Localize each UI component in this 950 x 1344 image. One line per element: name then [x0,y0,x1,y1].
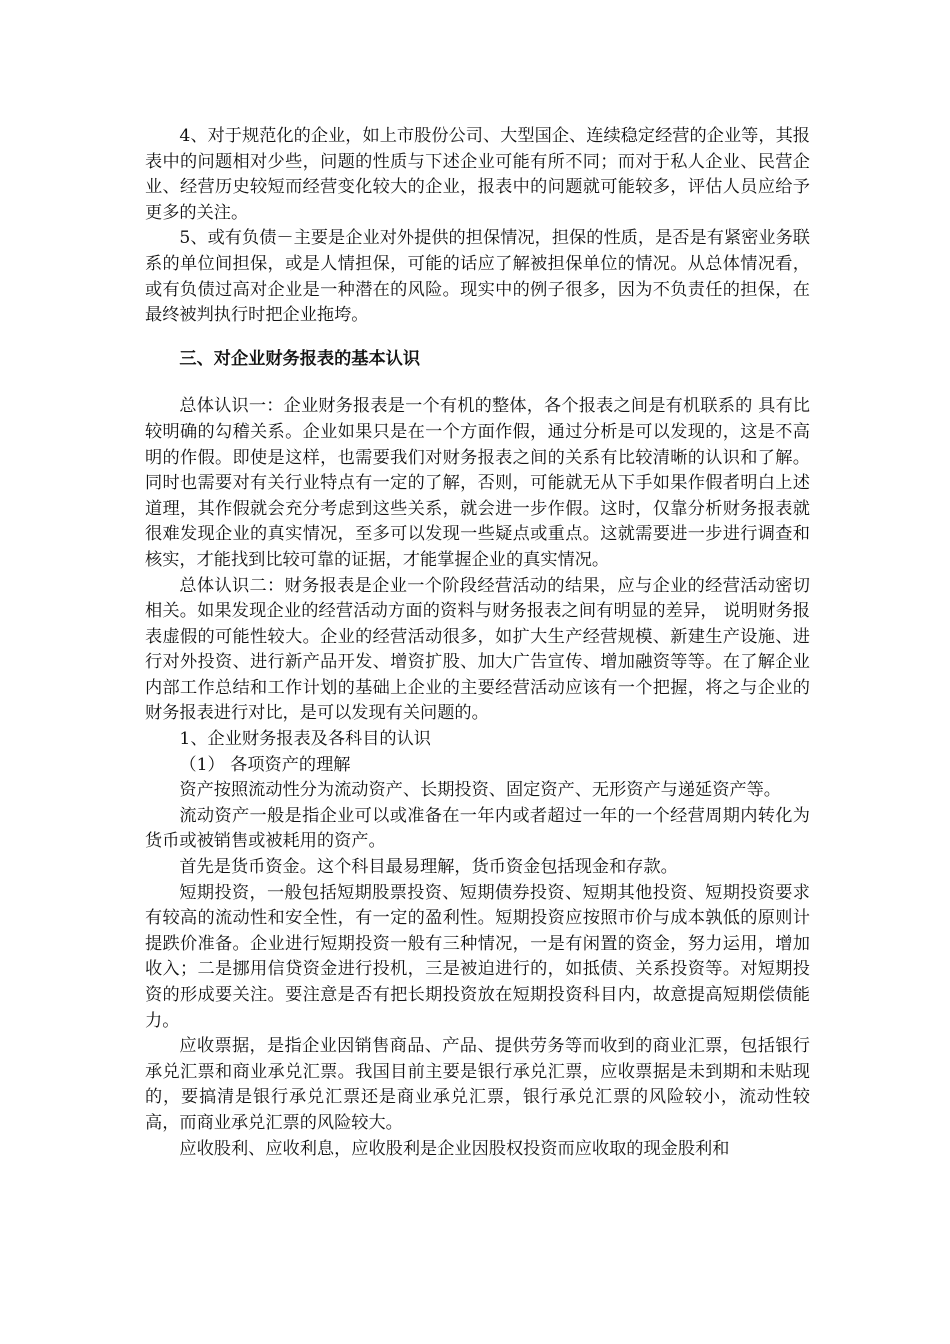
subheading-assets: （1） 各项资产的理解 [179,754,351,775]
subheading-statements-accounts: 1、企业财务报表及各科目的认识 [179,729,431,750]
paragraph-short-term-investment: 短期投资，一般包括短期股票投资、短期债券投资、短期其他投资、短期投资要求有较高的流动性和安全性，有一定的盈利性。短期投资应按照市价与成本孰低的原则计提跌价准备。企业进行短期投资一般有三种情况，一是有闲置的资金，努力运用，增加收入；二是挪用信贷资金进行投机，三是被迫进行的，如抵债、关系投资等。对短期投资的形成要关注。要注意是否有把长期投资放在短期投资科目内，故意提高短期偿债能力。 [145,882,810,1031]
paragraph-monetary-funds: 首先是货币资金。这个科目最易理解，货币资金包括现金和存款。 [179,857,678,878]
paragraph-dividends-interest-receivable: 应收股利、应收利息，应收股利是企业因股权投资而应收取的现金股利和 [179,1138,730,1159]
paragraph-item-5-contingent-liabilities: 5、或有负债－主要是企业对外提供的担保情况，担保的性质，是否是有紧密业务联系的单位间担保，或是人情担保，可能的话应了解被担保单位的情况。从总体情况看，或有负债过高对企业是一种潜在的风险。现实中的例子很多，因为不负责任的担保，在最终被判执行时把企业拖垮。 [145,228,810,326]
paragraph-overall-view-2: 总体认识二：财务报表是企业一个阶段经营活动的结果，应与企业的经营活动密切相关。如果发现企业的经营活动方面的资料与财务报表之间有明显的差异， 说明财务报表虚假的可能性较大。企业的经营活动很多，如扩大生产经营规模、新建生产设施、进行对外投资、进行新产品开发、增资扩股、加大广告宣传、增加融资等等。在了解企业内部工作总结和工作计划的基础上企业的主要经营活动应该有一个把握，将之与企业的财务报表进行对比，是可以发现有关问题的。 [145,575,810,724]
paragraph-overall-view-1: 总体认识一：企业财务报表是一个有机的整体，各个报表之间是有机联系的 具有比较明确的勾稽关系。企业如果只是在一个方面作假，通过分析是可以发现的，这是不高明的作假。即使是这样，也需要我们对财务报表之间的关系有比较清晰的认识和了解。同时也需要对有关行业特点有一定的了解，否则，可能就无从下手如果作假者明白上述道理，其作假就会充分考虑到这些关系，就会进一步作假。这时，仅靠分析财务报表就很难发现企业的真实情况，至多可以发现一些疑点或重点。这就需要进一步进行调查和核实，才能找到比较可靠的证据，才能掌握企业的真实情况。 [145,396,810,570]
paragraph-notes-receivable: 应收票据，是指企业因销售商品、产品、提供劳务等而收到的商业汇票，包括银行承兑汇票和商业承兑汇票。我国目前主要是银行承兑汇票，应收票据是未到期和未贴现的，要搞清是银行承兑汇票还是商业承兑汇票，银行承兑汇票的风险较小，流动性较高，而商业承兑汇票的风险较大。 [145,1036,810,1133]
document-body [145,124,810,1162]
paragraph-current-assets: 流动资产一般是指企业可以或准备在一年内或者超过一年的一个经营周期内转化为货币或被销售或被耗用的资产。 [145,805,810,852]
paragraph-item-4: 4、对于规范化的企业，如上市股份公司、大型国企、连续稳定经营的企业等，其报表中的问题相对少些，问题的性质与下述企业可能有所不同；而对于私人企业、民营企业、经营历史较短而经营变化较大的企业，报表中的问题就可能较多，评估人员应给予更多的关注。 [145,126,810,223]
section-heading: 三、对企业财务报表的基本认识 [179,348,421,369]
paragraph-asset-classification: 资产按照流动性分为流动资产、长期投资、固定资产、无形资产与递延资产等。 [179,780,781,801]
